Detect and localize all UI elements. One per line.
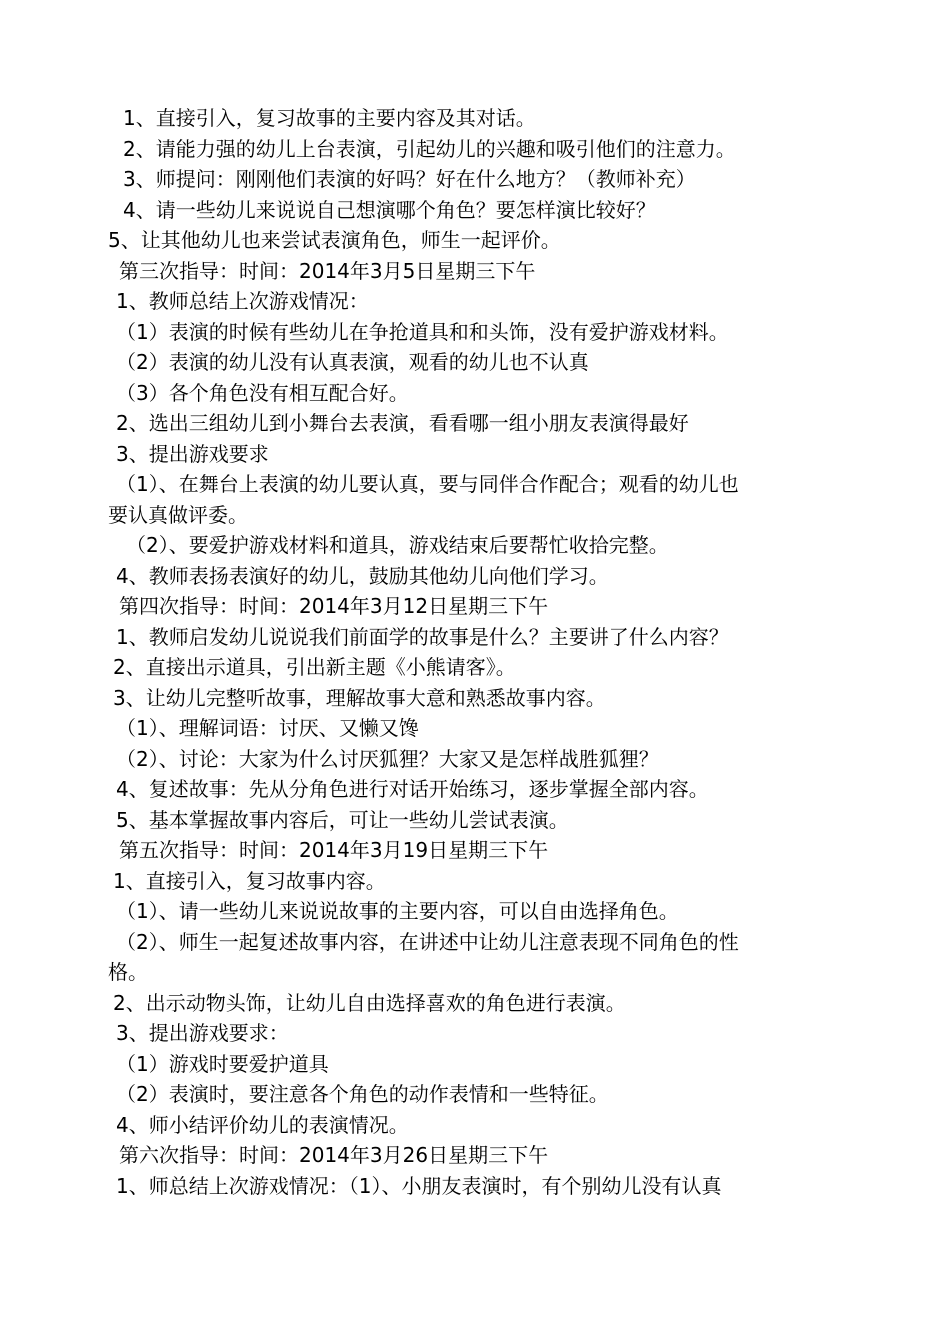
text-line: 3、让幼儿完整听故事，理解故事大意和熟悉故事内容。 [113,685,606,710]
text-line: 4、师小结评价幼儿的表演情况。 [116,1112,409,1137]
text-line: 2、请能力强的幼儿上台表演，引起幼儿的兴趣和吸引他们的注意力。 [123,136,736,161]
text-line: 格。 [108,960,148,984]
section-heading: 第六次指导：时间：2014年3月26日星期三下午 [119,1143,549,1167]
text-line: 3、师提问：刚刚他们表演的好吗？好在什么地方？（教师补充） [123,167,696,191]
text-line: （3）各个角色没有相互配合好。 [116,380,409,405]
text-line: （2）、师生一起复述故事内容，在讲述中让幼儿注意表现不同角色的性 [116,929,739,954]
text-line: 2、选出三组幼儿到小舞台去表演，看看哪一组小朋友表演得最好 [116,411,689,435]
text-line: 1、直接引入，复习故事内容。 [113,868,386,893]
text-line: 3、提出游戏要求： [116,1021,289,1045]
text-line: （1）、在舞台上表演的幼儿要认真，要与同伴合作配合；观看的幼儿也 [116,472,739,496]
text-line: 4、教师表扬表演好的幼儿，鼓励其他幼儿向他们学习。 [116,563,609,588]
text-line: 要认真做评委。 [108,502,248,527]
text-line: 1、直接引入，复习故事的主要内容及其对话。 [123,106,536,130]
text-line: 2、直接出示道具，引出新主题《小熊请客》。 [113,655,516,679]
text-line: 1、教师总结上次游戏情况： [116,289,369,313]
text-line: 4、复述故事：先从分角色进行对话开始练习，逐步掌握全部内容。 [116,777,709,801]
text-line: （2）表演时，要注意各个角色的动作表情和一些特征。 [116,1082,609,1106]
text-line: 4、请一些幼儿来说说自己想演哪个角色？要怎样演比较好？ [123,197,656,222]
text-line: 5、让其他幼儿也来尝试表演角色，师生一起评价。 [108,228,561,252]
text-line: 3、提出游戏要求 [116,441,269,466]
text-line: 1、师总结上次游戏情况：（1）、小朋友表演时，有个别幼儿没有认真 [116,1173,722,1198]
text-line: （1）游戏时要爱护道具 [116,1051,329,1076]
section-heading: 第四次指导：时间：2014年3月12日星期三下午 [119,594,549,618]
text-line: （2）、要爱护游戏材料和道具，游戏结束后要帮忙收拾完整。 [126,533,669,557]
text-line: （2）表演的幼儿没有认真表演，观看的幼儿也不认真 [116,350,589,374]
document-body [0,103,950,1201]
section-heading: 第三次指导：时间：2014年3月5日星期三下午 [119,258,536,283]
text-line: （2）、讨论：大家为什么讨厌狐狸？大家又是怎样战胜狐狸？ [116,746,659,771]
text-line: （1）表演的时候有些幼儿在争抢道具和和头饰，没有爱护游戏材料。 [116,319,729,344]
text-line: （1）、理解词语：讨厌、又懒又馋 [116,716,419,740]
text-line: 5、基本掌握故事内容后，可让一些幼儿尝试表演。 [116,807,569,832]
text-line: 1、教师启发幼儿说说我们前面学的故事是什么？主要讲了什么内容？ [116,624,729,649]
text-line: 2、出示动物头饰，让幼儿自由选择喜欢的角色进行表演。 [113,990,626,1015]
section-heading: 第五次指导：时间：2014年3月19日星期三下午 [119,838,549,862]
text-line: （1）、请一些幼儿来说说故事的主要内容，可以自由选择角色。 [116,899,679,923]
